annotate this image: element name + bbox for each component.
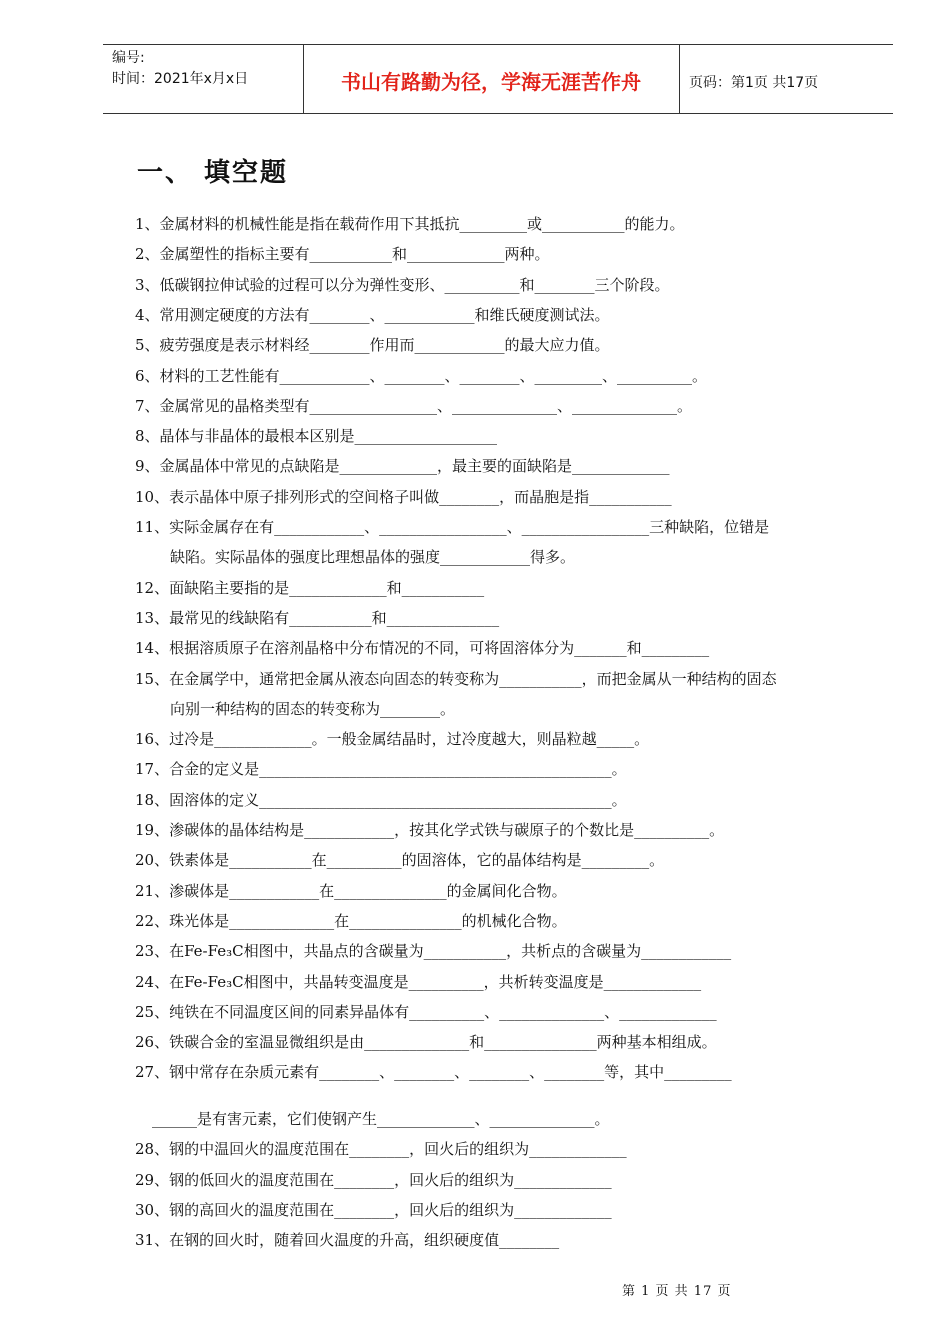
question-line: 2、金属塑性的指标主要有___________和_____________两种。 [135, 245, 550, 264]
question-line: 30、钢的高回火的温度范围在________，回火后的组织为_____________ [135, 1200, 612, 1219]
question-line: 16、过冷是_____________。一般金属结晶时，过冷度越大，则晶粒越_____。 [135, 730, 650, 749]
question-line: 11、实际金属存在有____________、_________________、_________________三种缺陷，位错是 [135, 518, 770, 536]
question-line: 20、铁素体是___________在__________的固溶体，它的晶体结构是_________。 [135, 851, 665, 870]
question-line: 15、在金属学中，通常把金属从液态向固态的转变称为___________，而把金属从一种结构的固态 [135, 669, 777, 688]
question-line: ______是有害元素，它们使钢产生_____________、______________。 [152, 1110, 610, 1128]
header-page-info: 页码：第1页 共17页 [689, 75, 819, 91]
question-line: 10、表示晶体中原子排列形式的空间格子叫做________，而晶胞是指___________ [135, 487, 672, 506]
question-line: 12、面缺陷主要指的是_____________和___________ [135, 578, 485, 597]
question-line: 31、在钢的回火时，随着回火温度的升高，组织硬度值________ [135, 1231, 560, 1250]
question-line: 9、金属晶体中常见的点缺陷是_____________，最主要的面缺陷是_____________ [135, 457, 670, 476]
question-line: 17、合金的定义是_______________________________________________。 [135, 760, 627, 779]
header-bottom-rule [103, 113, 893, 114]
question-line: 27、钢中常存在杂质元素有________、________、________、________等，其中_________ [135, 1063, 732, 1082]
question-line: 25、纯铁在不同温度区间的同素异晶体有__________、______________、_____________ [135, 1002, 717, 1021]
header-motto: 书山有路勤为径，学海无涯苦作舟 [341, 70, 641, 94]
question-line: 19、渗碳体的晶体结构是____________，按其化学式铁与碳原子的个数比是__________。 [135, 821, 725, 839]
question-line: 7、金属常见的晶格类型有_________________、______________、______________。 [135, 396, 693, 415]
question-line: 6、材料的工艺性能有____________、________、________、_________、__________。 [135, 366, 708, 385]
header-top-rule [103, 44, 893, 45]
question-line: 13、最常见的线缺陷有___________和_______________ [135, 608, 500, 627]
question-line: 5、疲劳强度是表示材料经________作用而____________的最大应力值。 [135, 336, 610, 355]
page-footer: 第 1 页 共 17 页 [622, 1284, 732, 1299]
question-line: 26、铁碳合金的室温显微组织是由______________和_______________两种基本相组成。 [135, 1033, 717, 1052]
question-line: 4、常用测定硬度的方法有________、____________和维氏硬度测试法。 [135, 305, 610, 324]
question-line: 8、晶体与非晶体的最根本区别是___________________ [135, 427, 498, 446]
time-label: 时间：2021年x月x日 [112, 71, 249, 87]
question-line: 24、在Fe-Fe₃C相图中，共晶转变温度是__________，共析转变温度是_____________ [135, 972, 702, 991]
header-divider [679, 44, 680, 114]
page-header [103, 44, 893, 114]
question-line: 28、钢的中温回火的温度范围在________，回火后的组织为_____________ [135, 1140, 627, 1159]
header-meta [112, 48, 248, 90]
section-title: 一、 填空题 [137, 158, 289, 188]
question-line: 1、金属材料的机械性能是指在载荷作用下其抵抗_________或___________的能力。 [135, 215, 685, 233]
question-line: 缺陷。实际晶体的强度比理想晶体的强度____________得多。 [170, 548, 576, 567]
question-line: 21、渗碳体是____________在_______________的金属间化合物。 [135, 881, 567, 900]
question-line: 23、在Fe-Fe₃C相图中，共晶点的含碳量为___________，共析点的含碳量为____________ [135, 942, 732, 961]
question-line: 14、根据溶质原子在溶剂晶格中分布情况的不同，可将固溶体分为_______和_________ [135, 639, 710, 658]
question-line: 3、低碳钢拉伸试验的过程可以分为弹性变形、__________和________三个阶段。 [135, 275, 670, 294]
question-line: 22、珠光体是______________在_______________的机械化合物。 [135, 911, 567, 930]
question-line: 18、固溶体的定义_______________________________________________。 [135, 790, 627, 809]
code-label: 编号: [112, 50, 145, 66]
question-line: 29、钢的低回火的温度范围在________，回火后的组织为_____________ [135, 1170, 612, 1189]
question-line: 向别一种结构的固态的转变称为________。 [170, 699, 456, 718]
